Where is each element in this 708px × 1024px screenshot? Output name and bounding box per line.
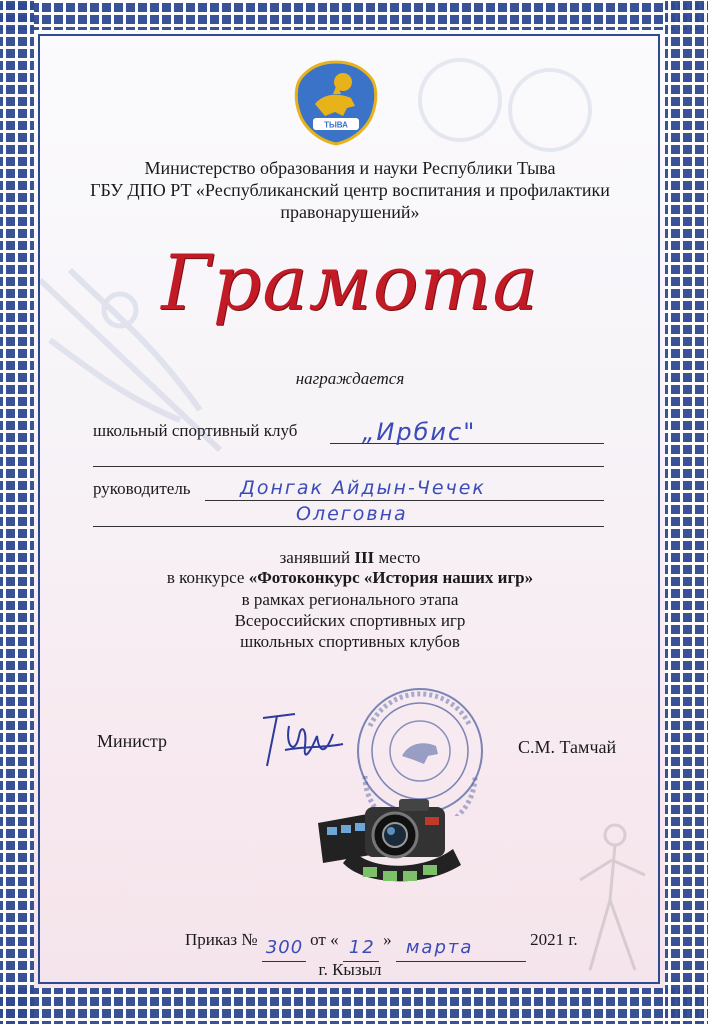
order-close-quote: » (383, 930, 392, 949)
camera-film-illustration (313, 793, 463, 889)
city: г. Кызыл (318, 960, 382, 979)
order-number-handwritten: 300 (265, 937, 304, 958)
leader-underline (205, 500, 604, 501)
order-month-handwritten: марта (405, 937, 474, 958)
ornamental-border-top (0, 0, 708, 30)
contest-name: «Фотоконкурс «История наших игр» (248, 568, 534, 587)
minister-name: С.М. Тамчай (518, 737, 617, 757)
leader-patronymic-handwritten: Олеговна (296, 503, 408, 525)
place-value: III (354, 548, 375, 567)
club-label: школьный спортивный клуб (93, 421, 298, 440)
organization-name-line2: правонарушений» (280, 202, 420, 222)
organization-name-line1: ГБУ ДПО РТ «Республиканский центр воспитания и профилактики (90, 180, 610, 200)
club-value-handwritten: „Ирбис" (362, 418, 477, 446)
place-prefix: занявший (279, 548, 351, 567)
leader-label: руководитель (93, 479, 191, 498)
club-row (93, 421, 603, 441)
blank-line (93, 466, 604, 467)
contest-prefix: в конкурсе (166, 568, 245, 587)
order-line (185, 930, 578, 958)
minister-title: Министр (97, 731, 167, 751)
games-line: Всероссийских спортивных игр (234, 611, 466, 630)
ornamental-border-left (0, 0, 34, 1024)
order-from: от « (310, 930, 339, 949)
contest-line (40, 568, 660, 588)
clubs-line: школьных спортивных клубов (240, 632, 460, 651)
certificate-title: Грамота (161, 238, 539, 327)
emblem-label: ТЫВА (324, 120, 348, 130)
ornamental-border-bottom (0, 988, 708, 1024)
order-day-handwritten: 12 (348, 937, 376, 958)
tuva-coat-of-arms-emblem (293, 60, 379, 146)
ministry-name: Министерство образования и науки Республики Тыва (144, 158, 556, 178)
order-prefix: Приказ № (185, 930, 258, 949)
leader-underline-2 (93, 526, 604, 527)
place-line (40, 548, 660, 568)
stage-line: в рамках регионального этапа (241, 590, 459, 609)
ornamental-border-right (665, 0, 708, 1024)
minister-signature (255, 706, 345, 776)
awarded-caption: награждается (295, 369, 405, 388)
order-year: 2021 г. (530, 930, 578, 949)
leader-name-handwritten: Донгак Айдын-Чечек (240, 477, 486, 499)
place-suffix: место (378, 548, 421, 567)
